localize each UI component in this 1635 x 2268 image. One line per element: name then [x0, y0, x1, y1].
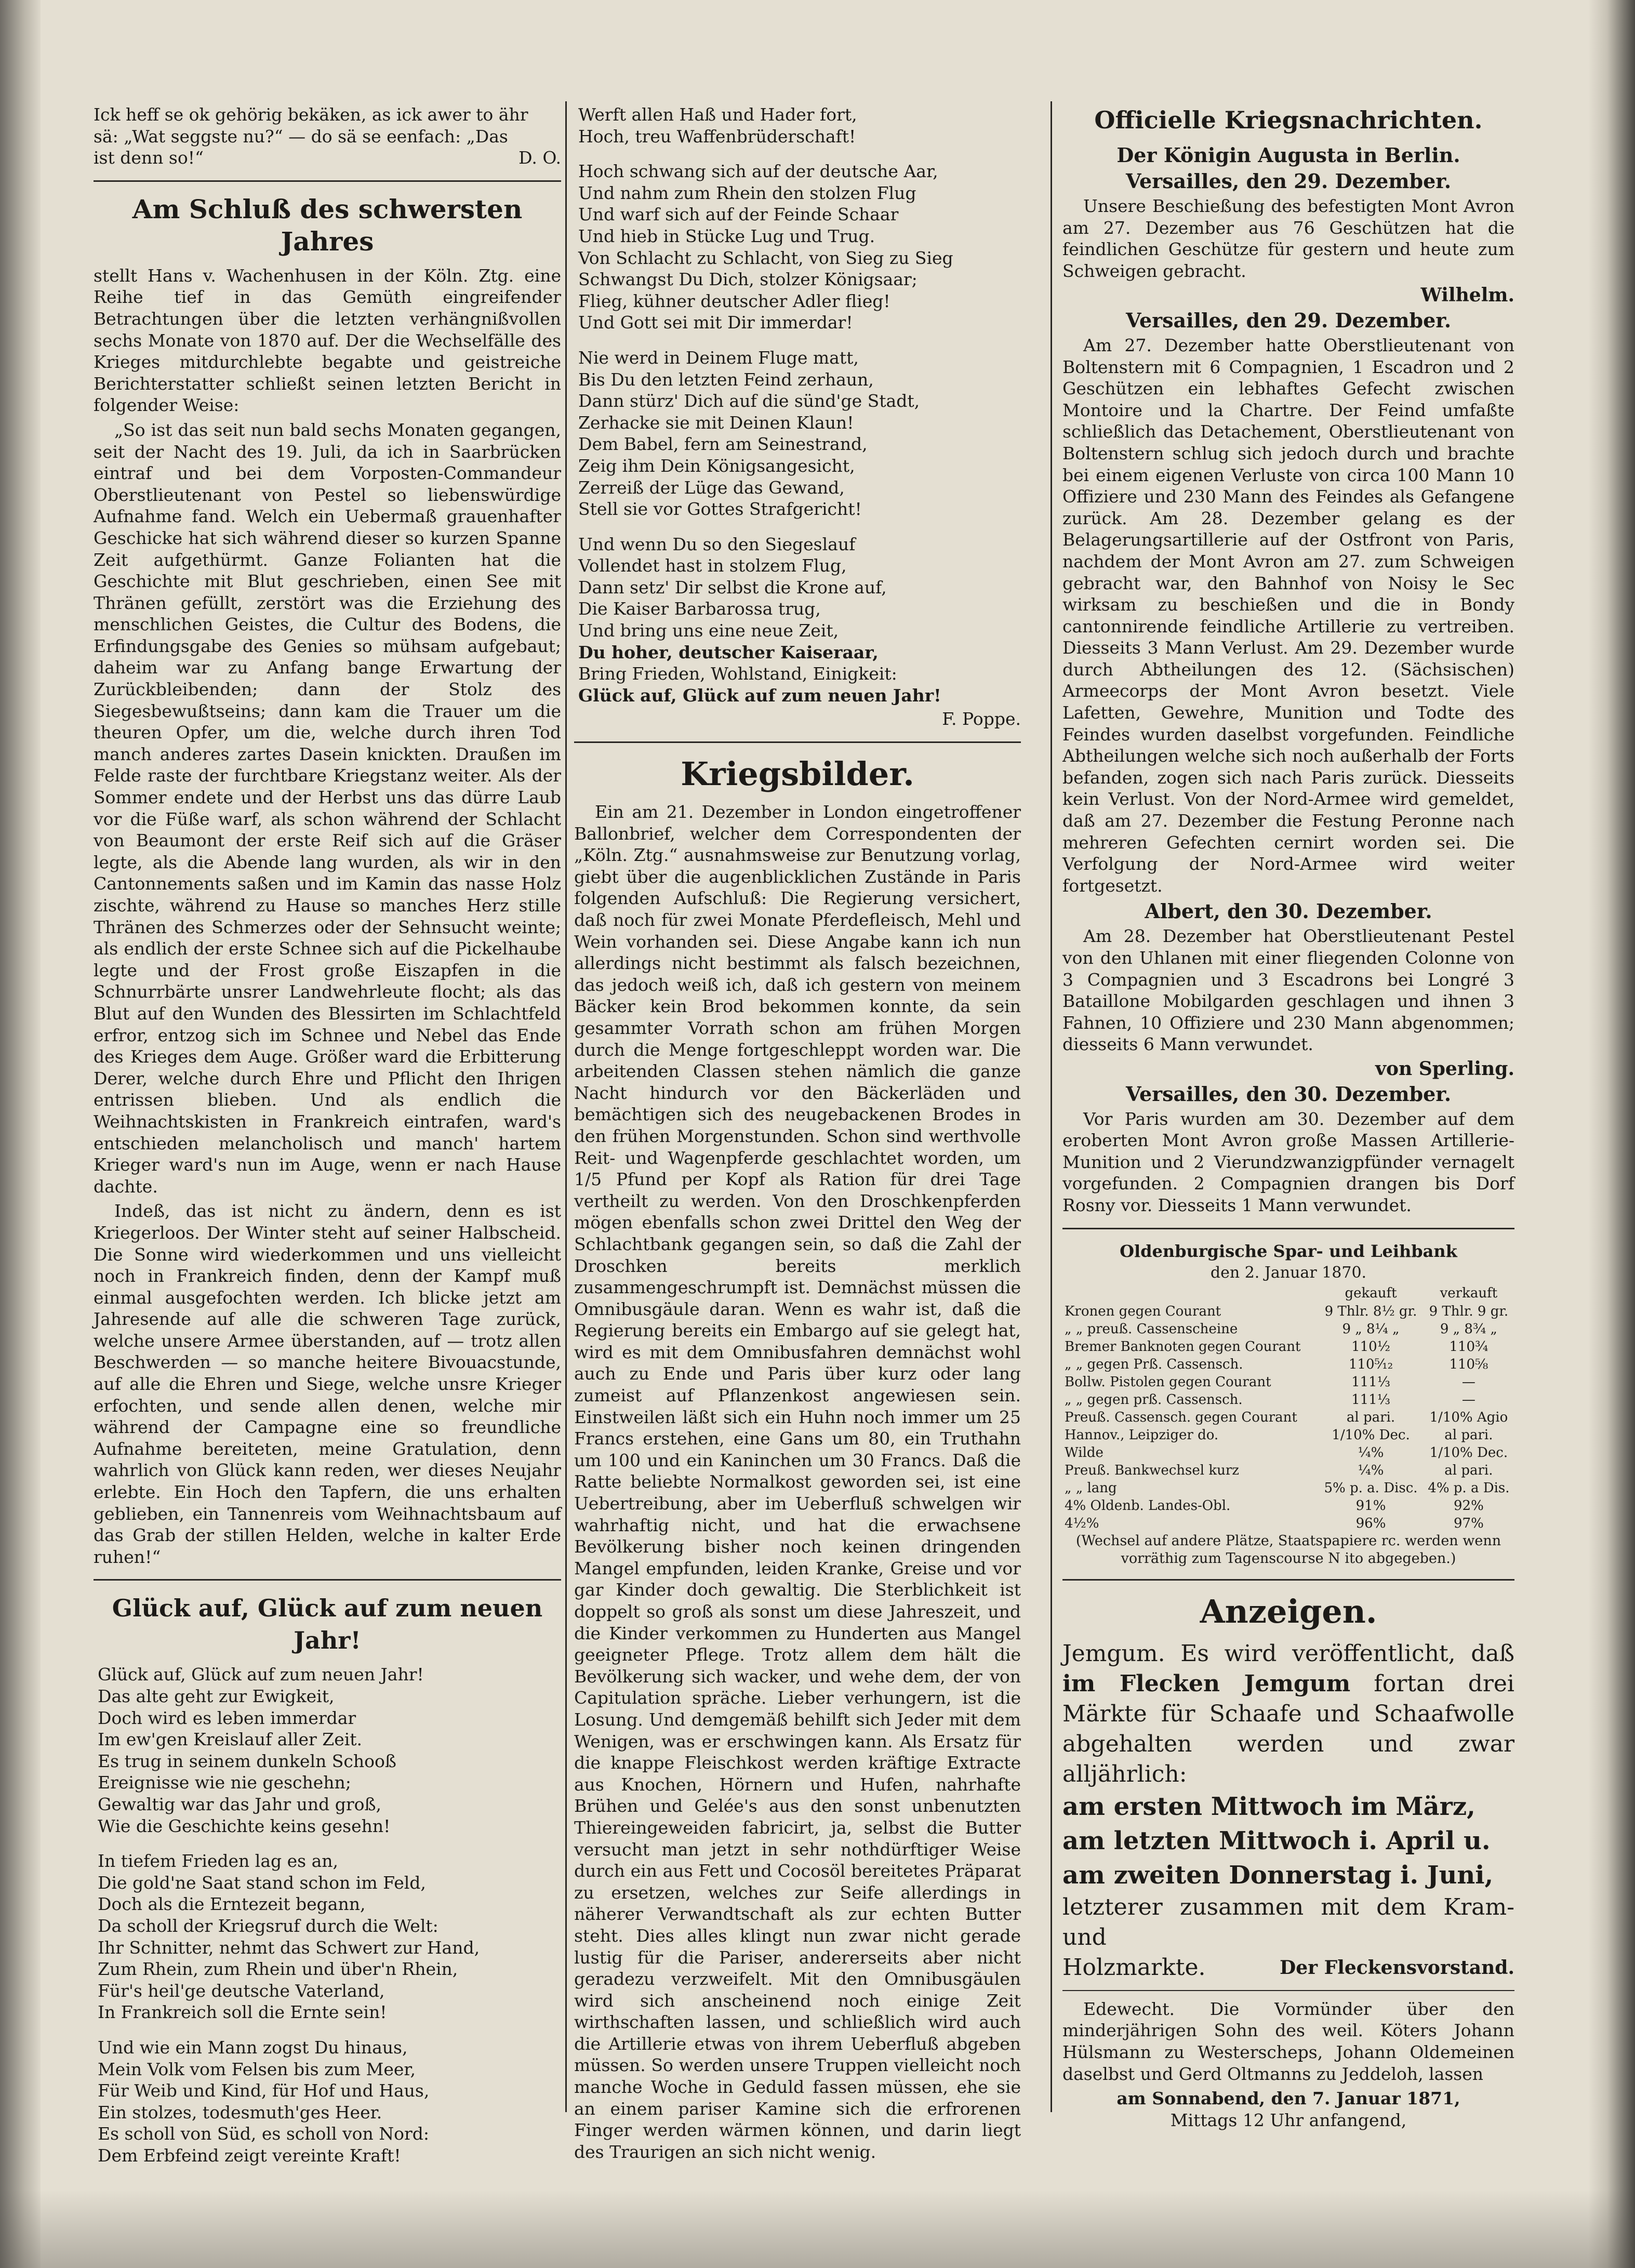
- ad-time: Mittags 12 Uhr anfangend,: [1170, 2110, 1407, 2130]
- page-left-edge: [0, 0, 41, 2268]
- bank-rate-buy: 9 Thlr. 8½ gr.: [1324, 1303, 1417, 1319]
- bank-rate-buy: 5% p. a. Disc.: [1324, 1480, 1418, 1496]
- bank-rate-sell: al pari.: [1444, 1427, 1493, 1443]
- bank-rate-sell: 92%: [1453, 1497, 1484, 1514]
- bank-rate-sell: 9 Thlr. 9 gr.: [1429, 1303, 1509, 1319]
- poem-line: Bis Du den letzten Feind zerhaun,: [578, 369, 874, 390]
- poem-line: Und warf sich auf der Feinde Schaar: [578, 204, 899, 225]
- poem-line: Schwangst Du Dich, stolzer Königsaar;: [578, 269, 918, 290]
- ad-text: Edewecht. Die Vormünder über den minderjährigen Sohn des weil. Köters Johann Hülsmann zu Westerscheps, Johann Oldemeinen daselbst und Gerd Oltmanns zu Jeddeloh, lassen: [1062, 1998, 1514, 2084]
- poem-line: Die gold'ne Saat stand schon im Feld,: [98, 1872, 426, 1893]
- article-title: Am Schluß des schwersten Jahres: [132, 193, 523, 257]
- poem: [94, 1664, 561, 2166]
- poem-line: Wie die Geschichte keins gesehn!: [98, 1815, 391, 1836]
- poem-line: Hoch, treu Waffenbrüderschaft!: [578, 126, 856, 147]
- news-item-signature: von Sperling.: [1375, 1057, 1514, 1080]
- bank-rate-sell: 110¾: [1449, 1338, 1488, 1355]
- bank-rate-buy: ¼%: [1358, 1444, 1384, 1461]
- poem-stanza: [98, 1664, 561, 1837]
- bank-rate-row: [1062, 1320, 1514, 1338]
- news-item: [1062, 1082, 1514, 1216]
- ad-text-end: letzterer zusammen mit dem Kram- und: [1062, 1893, 1514, 1951]
- poem-line: Und hieb in Stücke Lug und Trug.: [578, 226, 875, 246]
- poem-line: Mein Volk vom Felsen bis zum Meer,: [98, 2059, 416, 2079]
- bank-rate-row: [1062, 1409, 1514, 1426]
- column-rule-1: [565, 101, 567, 2112]
- poem-line: Werft allen Haß und Hader fort,: [578, 104, 857, 125]
- news-item: [1062, 899, 1514, 1080]
- poem-line: Glück auf, Glück auf zum neuen Jahr!: [98, 1664, 424, 1685]
- article-paragraph: Ein am 21. Dezember in London eingetroffener Ballonbrief, welcher dem Correspondenten der „Köln. Ztg.“ ausnahmsweise zur Benutzung vorlag, giebt über die augenblicklichen Zustände in Paris folgenden Aufschluß: Die Regierung versichert, daß noch für zwei Monate Pferdefleisch, Mehl und Wein vorhanden sei. Diese Angabe kann ich nun allerdings nicht bestimmt als falsch bezeichnen, das jedoch weiß ich, daß ich gestern von meinem Bäcker kein Brod bekommen konnte, da sein gesammter Vorrath schon am frühen Morgen durch die Menge fortgeschleppt worden war. Die arbeitenden Classen stehen nämlich die ganze Nacht hindurch vor den Bäckerläden und bemächtigen sich des neugebackenen Brodes in den frühen Morgenstunden. Schon sind werthvolle Reit- und Wagenpferde geschlachtet worden, um 1/5 Pfund per Kopf als Ration für drei Tage vertheilt zu werden. Von den Droschkenpferden mögen ebenfalls schon zwei Drittel den Weg der Schlachtbank gegangen sein, so daß die Zahl der Droschken bereits merklich zusammengeschrumpft ist. Demnächst müssen die Omnibusgäule daran. Wenn es wahr ist, daß die Regierung bereits ein Embargo auf sie gelegt hat, wird es mit dem Omnibusfahren demnächst wohl auch zu Ende und Paris über kurz oder lang zumeist auf Pflanzenkost angewiesen sein. Einstweilen läßt sich ein Huhn noch immer um 25 Francs erstehen, eine Gans um 80, ein Truthahn um 100 und ein Kaninchen um 30 Francs. Daß die Ratte beliebte Normalkost geworden sei, ist eine Uebertreibung, aber im Ueberfluß schwelgen wir wahrhaftig nicht, und hat die erwachsene Bevölkerung bisher noch keinen dringenden Mangel empfunden, leiden Kranke, Greise und vor gar Kinder doch gewaltig. Die Sterblichkeit ist doppelt so groß als sonst um diese Jahreszeit, und die Kinder verkommen zu Hunderten aus Mangel geeigneter Pflege. Trotz allem dem hält die Bevölkerung sich wacker, und wehe dem, der von Capitulation spräche. Lieber verhungern, ist die Losung. Und demgemäß behilft sich Jeder mit dem Wenigen, was er erschwingen kann. Als Ersatz für die knappe Fleischkost werden kräftige Extracte aus Knochen, Hörnern und Hufen, nahrhafte Brühen und Gelée's aus den sonst unbenutzten Thiereingeweiden fabricirt, ja, selbst die Butter versucht man jetzt in sehr nothdürftiger Weise durch ein aus Fett und Cocosöl bereitetes Präparat zu ersetzen, welches zur Seife allerdings in näherer Verwandtschaft als zur echten Butter steht. Dies alles klingt nun zwar nicht gerade lustig für die Pariser, andererseits aber nicht geradezu verzweifelt. Mit den Omnibusgäulen wird sich anscheinend noch einige Zeit wirthschaften lassen, und schließlich wird auch die Artillerie etwas von ihrem Ueberfluß abgeben müssen. So werden unsere Truppen vielleicht noch manche Woche in Geduld fassen müssen, ehe sie an einem pariser Kamine sich die erfrorenen Finger werden wärmen können, und darin liegt des Traurigen an sich nicht wenig.: [574, 802, 1021, 2162]
- divider: [574, 741, 1021, 743]
- bank-rate-buy: 110½: [1351, 1338, 1390, 1355]
- bank-rate-row: [1062, 1497, 1514, 1515]
- middle-column: [574, 104, 1021, 2166]
- news-item-head: Der Königin Augusta in Berlin.: [1116, 143, 1460, 167]
- poem-line: Und wie ein Mann zogst Du hinaus,: [98, 2037, 408, 2058]
- poem-line: In Frankreich soll die Ernte sein!: [98, 2002, 387, 2023]
- bank-rates-table: [1062, 1284, 1514, 1532]
- bank-rate-label: 4% Oldenb. Landes-Obl.: [1065, 1497, 1231, 1514]
- poem-stanza: [578, 161, 1021, 334]
- poem-line: Doch als die Erntezeit begann,: [98, 1894, 366, 1915]
- column-rule-2: [1051, 101, 1052, 2112]
- bank-rate-label: Preuß. Bankwechsel kurz: [1065, 1462, 1239, 1478]
- news-item-text: Am 27. Dezember hatte Oberstlieutenant von Boltenstern mit 6 Compagnien, 1 Escadron und 2 Geschützen ein lebhaftes Gefecht zwischen Montoire und la Chartre. Der Feind umfaßte schließlich das Detachement, Oberstlieutenant von Boltenstern schlug sich jedoch durch und brachte bei einem eigenen Verluste von circa 100 Mann 10 Offiziere und 230 Mann des Feindes als Gefangene zurück. Am 28. Dezember gelang es der Belagerungsartillerie auf der Ostfront von Paris, nachdem der Mont Avron am 27. zum Schweigen gebracht war, den Bahnhof von Noisy le Sec wirksam zu beschießen und die in Bondy cantonnirende feindliche Artillerie zu vertreiben. Diesseits 3 Mann Verlust. Am 29. Dezember wurde durch Abtheilungen des 12. (Sächsischen) Armeecorps der Mont Avron besetzt. Viele Lafetten, Gewehre, Munition und Todte des Feindes wurden daselbst vorgefunden. Feindliche Abtheilungen welche sich noch außerhalb der Forts befanden, zogen sich nach Paris zurück. Diesseits kein Verlust. Von der Nord-Armee wird gemeldet, daß am 27. Dezember die Festung Peronne nach mehreren Gefechten cernirt worden sei. Die Verfolgung der Nord-Armee wird weiter fortgesetzt.: [1062, 335, 1514, 896]
- poem-line: Für Weib und Kind, für Hof und Haus,: [98, 2080, 430, 2101]
- ad-place: im Flecken Jemgum: [1062, 1670, 1351, 1697]
- poem-continued: [574, 104, 1021, 706]
- bank-col-label: [1062, 1284, 1319, 1303]
- ad-text-end-2-label: Holzmarkte.: [1062, 1954, 1206, 1981]
- article-paragraph: Indeß, das ist nicht zu ändern, denn es ist Kriegerloos. Der Winter steht auf seiner Halbscheid. Die Sonne wird wiederkommen und uns vielleicht noch in Frankreich finden, denn der Kampf muß einmal ausgefochten werden. Ich blicke jetzt am Jahresende auf alle die schweren Tage zurück, welche unsere Armee überstanden, auf — trotz allen Beschwerden — so manche heitere Bivouacstunde, auf alle die Ehren und Siege, welche unsre Krieger erfochten, und sende allen denen, welche mir während der Campagne eine so freundliche Aufnahme bereiteten, meine Gratulation, denn wahrlich von Glück kann reden, wer dieses Neujahr erlebte. Ein Hoch den Tapfern, die uns erhalten geblieben, ein Tannenreis vom Weihnachtsbaum auf das Grab der stillen Helden, welche in kalter Erde ruhen!“: [94, 1201, 561, 1567]
- poem-line: Im ew'gen Kreislauf aller Zeit.: [98, 1729, 363, 1750]
- bank-rate-buy: 111⅓: [1351, 1391, 1390, 1408]
- poem-stanza: [98, 2037, 561, 2167]
- bank-rate-label: „ „ lang: [1065, 1480, 1117, 1496]
- advertisement-jemgum: [1062, 1639, 1514, 1983]
- bank-rate-buy: 111⅓: [1351, 1374, 1390, 1390]
- poem-title: Glück auf, Glück auf zum neuen Jahr!: [112, 1594, 543, 1655]
- poem-line: Zerreiß der Lüge das Gewand,: [578, 477, 845, 498]
- bank-rate-sell: —: [1461, 1391, 1476, 1408]
- bank-rate-sell: 9 „ 8¾ „: [1440, 1321, 1497, 1337]
- divider: [1062, 1228, 1514, 1229]
- bank-rate-row: [1062, 1373, 1514, 1391]
- bank-rate-buy: 96%: [1355, 1515, 1386, 1531]
- bank-rate-buy: 1/10% Dec.: [1332, 1427, 1410, 1443]
- bank-rate-label: „ „ gegen prß. Cassensch.: [1065, 1391, 1243, 1408]
- poem-line: Und Gott sei mit Dir immerdar!: [578, 312, 853, 333]
- bank-rate-sell: 1/10% Agio: [1429, 1409, 1508, 1425]
- intro-line: ist denn so!“: [94, 148, 204, 168]
- poem-line: Dann setz' Dir selbst die Krone auf,: [578, 577, 887, 598]
- bank-rate-row: [1062, 1479, 1514, 1497]
- bank-rate-sell: —: [1461, 1374, 1476, 1390]
- ad-market-date: am ersten Mittwoch im März,: [1062, 1792, 1476, 1821]
- bank-date: den 2. Januar 1870.: [1210, 1264, 1367, 1282]
- poem-line: Die Kaiser Barbarossa trug,: [578, 599, 821, 619]
- poem-signature: F. Poppe.: [942, 709, 1021, 730]
- ad-text-start: Jemgum. Es wird veröffentlicht, daß: [1062, 1640, 1514, 1667]
- poem-line: Du hoher, deutscher Kaiseraar,: [578, 642, 879, 662]
- news-item-dateline: Versailles, den 29. Dezember.: [1125, 308, 1452, 332]
- bank-rate-buy: 110⁵⁄₁₂: [1348, 1356, 1393, 1372]
- bank-footnote: (Wechsel auf andere Plätze, Staatspapiere rc. werden wenn vorräthig zum Tagenscourse N ito abgegeben.): [1075, 1532, 1501, 1567]
- bank-rate-label: Wilde: [1065, 1444, 1104, 1461]
- bank-col-sell: verkauft: [1440, 1285, 1498, 1301]
- poem-stanza: [578, 534, 1021, 707]
- bank-rate-row: [1062, 1391, 1514, 1409]
- bank-rate-buy: al pari.: [1346, 1409, 1395, 1425]
- bank-rate-label: „ „ preuß. Cassenscheine: [1065, 1321, 1238, 1337]
- news-item-dateline: Albert, den 30. Dezember.: [1145, 899, 1432, 923]
- bank-title: Oldenburgische Spar- und Leihbank: [1120, 1241, 1457, 1261]
- bank-rate-label: Bremer Banknoten gegen Courant: [1065, 1338, 1301, 1355]
- bank-rate-label: Preuß. Cassensch. gegen Courant: [1065, 1409, 1297, 1425]
- poem-stanza: [98, 1850, 561, 2023]
- news-item: [1062, 143, 1514, 307]
- news-item-dateline: Versailles, den 30. Dezember.: [1125, 1082, 1452, 1106]
- bank-rates: [1062, 1241, 1514, 1568]
- poem-stanza: [578, 104, 1021, 147]
- ads-title: Anzeigen.: [1200, 1592, 1377, 1630]
- advertisement-edewecht: [1062, 1998, 1514, 2131]
- ad-market-date: am letzten Mittwoch i. April u.: [1062, 1826, 1491, 1855]
- poem-line: Für's heil'ge deutsche Vaterland,: [98, 1980, 385, 2001]
- ad-signature: Der Fleckensvorstand.: [1280, 1956, 1514, 1979]
- ad-market-date: am zweiten Donnerstag i. Juni,: [1062, 1860, 1494, 1890]
- bank-rate-label: „ „ gegen Prß. Cassensch.: [1065, 1356, 1243, 1372]
- poem-line: Dem Erbfeind zeigt vereinte Kraft!: [98, 2145, 401, 2166]
- poem-line: Und nahm zum Rhein den stolzen Flug: [578, 182, 916, 203]
- poem-line: Nie werd in Deinem Fluge matt,: [578, 347, 859, 368]
- poem-line: Hoch schwang sich auf der deutsche Aar,: [578, 161, 938, 182]
- bank-rate-sell: 1/10% Dec.: [1429, 1444, 1508, 1461]
- ad-text-end-2: [1062, 1953, 1514, 1983]
- bank-rate-row: [1062, 1338, 1514, 1356]
- ad-date: am Sonnabend, den 7. Januar 1871,: [1116, 2088, 1460, 2109]
- poem-line: Das alte geht zur Ewigkeit,: [98, 1686, 335, 1706]
- page-right-edge: [1588, 0, 1635, 2268]
- poem-line: Von Schlacht zu Schlacht, von Sieg zu Sieg: [578, 247, 953, 268]
- divider: [94, 180, 561, 182]
- article-paragraph: stellt Hans v. Wachenhusen in der Köln. Ztg. eine Reihe tief in das Gemüth eingreifender Betrachtungen über die letzten verhängnißvollen sechs Monate von 1870 auf. Der die Wechselfälle des Krieges mitdurchlebte begabte und geistreiche Berichterstatter schließt seinen letzten Bericht in folgender Weise:: [94, 265, 561, 416]
- poem-line: Es scholl von Süd, es scholl von Nord:: [98, 2124, 429, 2144]
- bank-rate-label: Bollw. Pistolen gegen Courant: [1065, 1374, 1271, 1390]
- article-paragraph: „So ist das seit nun bald sechs Monaten gegangen, seit der Nacht des 19. Juli, da ich in Saarbrücken eintraf und bei dem Vorposten-Commandeur Oberstlieutenant von Pestel so liebenswürdige Aufnahme fand. Welch ein Uebermaß grauenhafter Geschicke hat sich während dieser so kurzen Spanne Zeit aufgethürmt. Ganze Folianten hat die Geschichte mit Blut geschrieben, einen See mit Thränen gefüllt, zerstört was die Erziehung des menschlichen Geistes, die Cultur des Bodens, die Erfindungsgabe des Genies so mühsam aufgebaut; daheim war zu Anfang bange Erwartung der Zurückbleibenden; dann der Stolz des Siegesbewußtseins; dann kam die Trauer um die theuren Opfer, um die, welche durch ihren Tod manch anderes zartes Dasein knickten. Draußen im Felde raste der furchtbare Kriegstanz weiter. Als der Sommer endete und der Herbst uns das dürre Laub vor die Füße warf, als schon während der Schlacht von Beaumont der erste Reif sich auf die Gräser legte, als die Abende lang wurden, als wir in den Cantonnements saßen und im Kamin das nasse Holz zischte, während zu Hause so manches Herz stille Thränen des Schmerzes oder der Sehnsucht weinte; als endlich der erste Schnee sich auf die Pickelhaube legte und der Frost große Eiszapfen in die Schnurrbärte unsrer Landwehrleute flocht; als das Blut auf den Wunden des Blessirten im Schlachtfeld erfror, entzog sich im Schnee und Nebel das Ende des Krieges dem Auge. Größer ward die Erbitterung Derer, welche durch Ehre und Pflicht den Ihrigen entrissen blieben. Und als endlich die Weihnachtskisten in Frankreich eintrafen, ward's entschieden melancholisch und manch' hartem Krieger ward's nun im Auge, wenn er nach Hause dachte.: [94, 419, 561, 1197]
- poem-line: Ihr Schnitter, nehmt das Schwert zur Hand,: [98, 1937, 480, 1958]
- bank-rate-row: [1062, 1356, 1514, 1373]
- poem-line: In tiefem Frieden lag es an,: [98, 1851, 339, 1872]
- bank-rate-sell: 110⅝: [1449, 1356, 1488, 1372]
- news-item-signature: Wilhelm.: [1420, 284, 1514, 307]
- poem-line: Dann stürz' Dich auf die sünd'ge Stadt,: [578, 391, 920, 412]
- poem-line: Da scholl der Kriegsruf durch die Welt:: [98, 1915, 438, 1936]
- ad-text-mid: fortan drei Märkte für Schaafe und Schaafwolle abgehalten werden und zwar alljährlich:: [1062, 1670, 1514, 1787]
- poem-line: Bring Frieden, Wohlstand, Einigkeit:: [578, 664, 897, 684]
- divider: [1062, 1579, 1514, 1581]
- right-column: [1062, 104, 1514, 2131]
- bank-rate-buy: 91%: [1355, 1497, 1386, 1514]
- news-item-text: Vor Paris wurden am 30. Dezember auf dem eroberten Mont Avron große Massen Artillerie-Munition und 2 Vierundzwanzigpfünder vernagelt vorgefunden. 2 Compagnien drangen bis Dorf Rosny vor. Diesseits 1 Mann verwundet.: [1062, 1108, 1514, 1215]
- poem-stanza: [578, 347, 1021, 520]
- left-column: [94, 104, 561, 2180]
- bank-rate-label: Kronen gegen Courant: [1065, 1303, 1221, 1319]
- poem-line: Glück auf, Glück auf zum neuen Jahr!: [578, 685, 941, 706]
- poem-line: Ereignisse wie nie geschehn;: [98, 1772, 351, 1793]
- bank-rate-buy: ¼%: [1358, 1462, 1384, 1478]
- intro-line: Ick heff se ok gehörig bekäken, as ick awer to ähr: [94, 104, 528, 125]
- bank-rate-buy: 9 „ 8¼ „: [1342, 1321, 1400, 1337]
- poem-line: Zerhacke sie mit Deinen Klaun!: [578, 412, 854, 433]
- poem-line: Und bring uns eine neue Zeit,: [578, 620, 839, 641]
- poem-line: Zeig ihm Dein Königsangesicht,: [578, 455, 855, 476]
- intro-line: sä: „Wat seggste nu?“ — do sä se eenfach: „Das: [94, 126, 508, 147]
- poem-line: Zum Rhein, zum Rhein und über'n Rhein,: [98, 1959, 458, 1980]
- ad-text: [1062, 1639, 1514, 1789]
- poem-line: Es trug in seinem dunkeln Schooß: [98, 1750, 396, 1771]
- bank-rate-row: [1062, 1426, 1514, 1444]
- news-item-text: Unsere Beschießung des befestigten Mont Avron am 27. Dezember aus 76 Geschützen hat die feindlichen Geschütze für gestern und heute zum Schweigen gebracht.: [1062, 196, 1514, 281]
- intro-verse: [94, 104, 561, 169]
- poem-line: Ein stolzes, todesmuth'ges Heer.: [98, 2102, 382, 2123]
- poem-line: Und wenn Du so den Siegeslauf: [578, 534, 856, 554]
- news-item-text: Am 28. Dezember hat Oberstlieutenant Pestel von den Uhlanen mit einer fliegenden Colonne von 3 Compagnien und 3 Escadrons bei Longré 3 Bataillone Mobilgarden geschlagen und ihnen 3 Fahnen, 10 Offiziere und 230 Mann abgenommen; diesseits 6 Mann verwundet.: [1062, 926, 1514, 1055]
- poem-line: Doch wird es leben immerdar: [98, 1707, 356, 1728]
- news-item: [1062, 309, 1514, 896]
- poem-line: Stell sie vor Gottes Strafgericht!: [578, 499, 862, 520]
- divider: [1062, 1990, 1514, 1991]
- bank-col-buy: gekauft: [1345, 1285, 1397, 1301]
- bank-rate-label: Hannov., Leipziger do.: [1065, 1427, 1219, 1443]
- intro-signature: D. O.: [519, 148, 561, 168]
- poem-line: Flieg, kühner deutscher Adler flieg!: [578, 290, 890, 311]
- news-section-title: Officielle Kriegsnachrichten.: [1094, 106, 1483, 134]
- bank-rate-row: [1062, 1515, 1514, 1532]
- bank-rate-sell: 4% p. a Dis.: [1428, 1480, 1510, 1496]
- bank-rate-row: [1062, 1444, 1514, 1462]
- divider: [94, 1579, 561, 1581]
- bank-rate-row: [1062, 1462, 1514, 1479]
- bank-rate-sell: al pari.: [1444, 1462, 1493, 1478]
- poem-line: Dem Babel, fern am Seinestrand,: [578, 434, 868, 455]
- article-title: Kriegsbilder.: [681, 755, 914, 793]
- bank-rate-sell: 97%: [1453, 1515, 1484, 1531]
- bank-rate-row: [1062, 1303, 1514, 1320]
- poem-line: Vollendet hast in stolzem Flug,: [578, 555, 847, 576]
- page-bottom-shadow: [0, 2190, 1635, 2268]
- bank-rate-label: 4½%: [1065, 1515, 1099, 1531]
- poem-line: Gewaltig war das Jahr und groß,: [98, 1794, 382, 1814]
- news-item-dateline: Versailles, den 29. Dezember.: [1125, 169, 1452, 193]
